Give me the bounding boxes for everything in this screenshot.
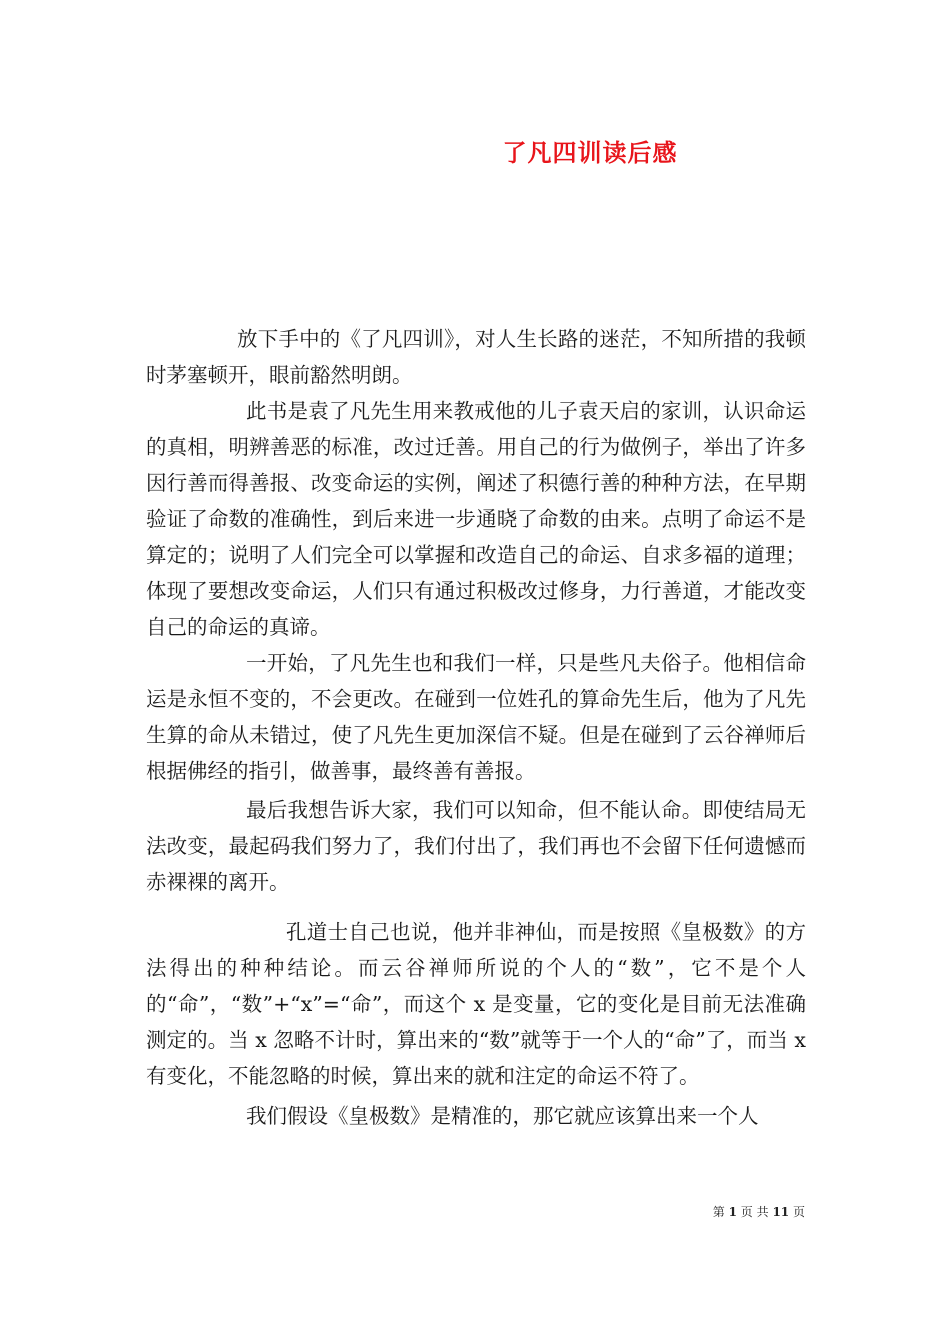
paragraph: 此书是袁了凡先生用来教戒他的儿子袁天启的家训，认识命运的真相，明辨善恶的标准，改过迁善。用自己的行为做例子，举出了许多因行善而得善报、改变命运的实例，阐述了积德行善的种种方法，在早期验证了命数的准确性，到后来进一步通晓了命数的由来。点明了命运不是算定的；说明了人们完全可以掌握和改造自己的命运、自求多福的道理；体现了要想改变命运，人们只有通过积极改过修身，力行善道，才能改变自己的命运的真谛。 — [146, 399, 806, 639]
paragraph: 一开始，了凡先生也和我们一样，只是些凡夫俗子。他相信命运是永恒不变的，不会更改。在碰到一位姓孔的算命先生后，他为了凡先生算的命从未错过，使了凡先生更加深信不疑。但是在碰到了云谷禅师后根据佛经的指引，做善事，最终善有善报。 — [146, 651, 806, 783]
document-body — [146, 321, 806, 1134]
page-number-footer — [713, 1203, 805, 1220]
paragraph: 我们假设《皇极数》是精准的，那它就应该算出来一个人 — [246, 1104, 759, 1128]
paragraph: 放下手中的《了凡四训》，对人生长路的迷茫，不知所措的我顿时茅塞顿开，眼前豁然明朗。 — [146, 327, 806, 387]
paragraph: 孔道士自己也说，他并非神仙，而是按照《皇极数》的方法得出的种种结论。而云谷禅师所说的个人的“数”，它不是个人的“命”，“数”+“x”=“命”，而这个 x 是变量，它的变化是目前无法准确测定的。当 x 忽略不计时，算出来的“数”就等于一个人的“命”了，而当 x 有变化，不能忽略的时候，算出来的就和注定的命运不符了。 — [146, 920, 806, 1088]
current-page-number: 1 — [728, 1205, 737, 1219]
footer-suffix: 页 — [792, 1205, 805, 1219]
footer-middle: 页 共 — [740, 1205, 769, 1219]
document-title: 了凡四训读后感 — [502, 139, 678, 167]
total-page-count: 11 — [772, 1205, 790, 1219]
paragraph: 最后我想告诉大家，我们可以知命，但不能认命。即使结局无法改变，最起码我们努力了，我们付出了，我们再也不会留下任何遗憾而赤裸裸的离开。 — [146, 798, 806, 894]
footer-prefix: 第 — [712, 1205, 725, 1219]
